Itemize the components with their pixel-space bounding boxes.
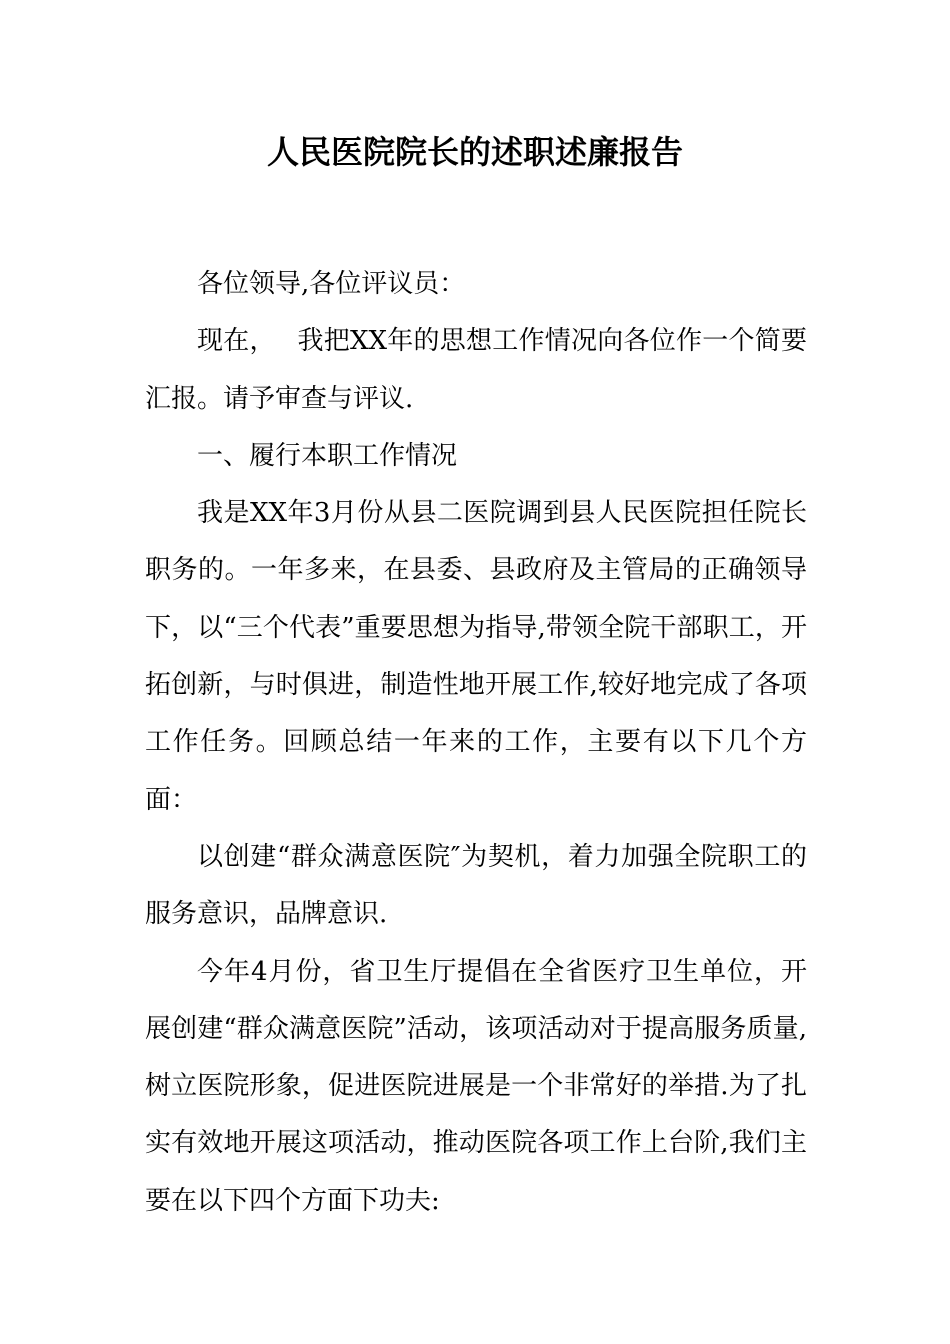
document-title: 人民医院院长的述职述廉报告 [266, 133, 683, 171]
document-body [145, 256, 807, 1230]
body-paragraph: 我是XX年3月份从县二医院调到县人民医院担任院长职务的。一年多来，在县委、县政府及主管局的正确领导下，以“三个代表”重要思想为指导,带领全院干部职工，开拓创新，与时俱进，制造性地开展工作,较好地完成了各项工作任务。回顾总结一年来的工作，主要有以下几个方面： [145, 498, 807, 815]
body-paragraph: 以创建“群众满意医院″为契机，着力加强全院职工的服务意识，品牌意识. [145, 841, 807, 930]
body-paragraph: 今年4月份，省卫生厅提倡在全省医疗卫生单位，开展创建“群众满意医院”活动，该项活动对于提高服务质量,树立医院形象，促进医院进展是一个非常好的举措.为了扎实有效地开展这项活动，推动医院各项工作上台阶,我们主要在以下四个方面下功夫: [145, 956, 807, 1216]
section-heading: 一、履行本职工作情况 [197, 440, 458, 471]
greeting-paragraph: 各位领导,各位评议员： [197, 269, 466, 299]
intro-paragraph: 现在， 我把XX年的思想工作情况向各位作一个简要汇报。请予审查与评议. [145, 326, 807, 414]
